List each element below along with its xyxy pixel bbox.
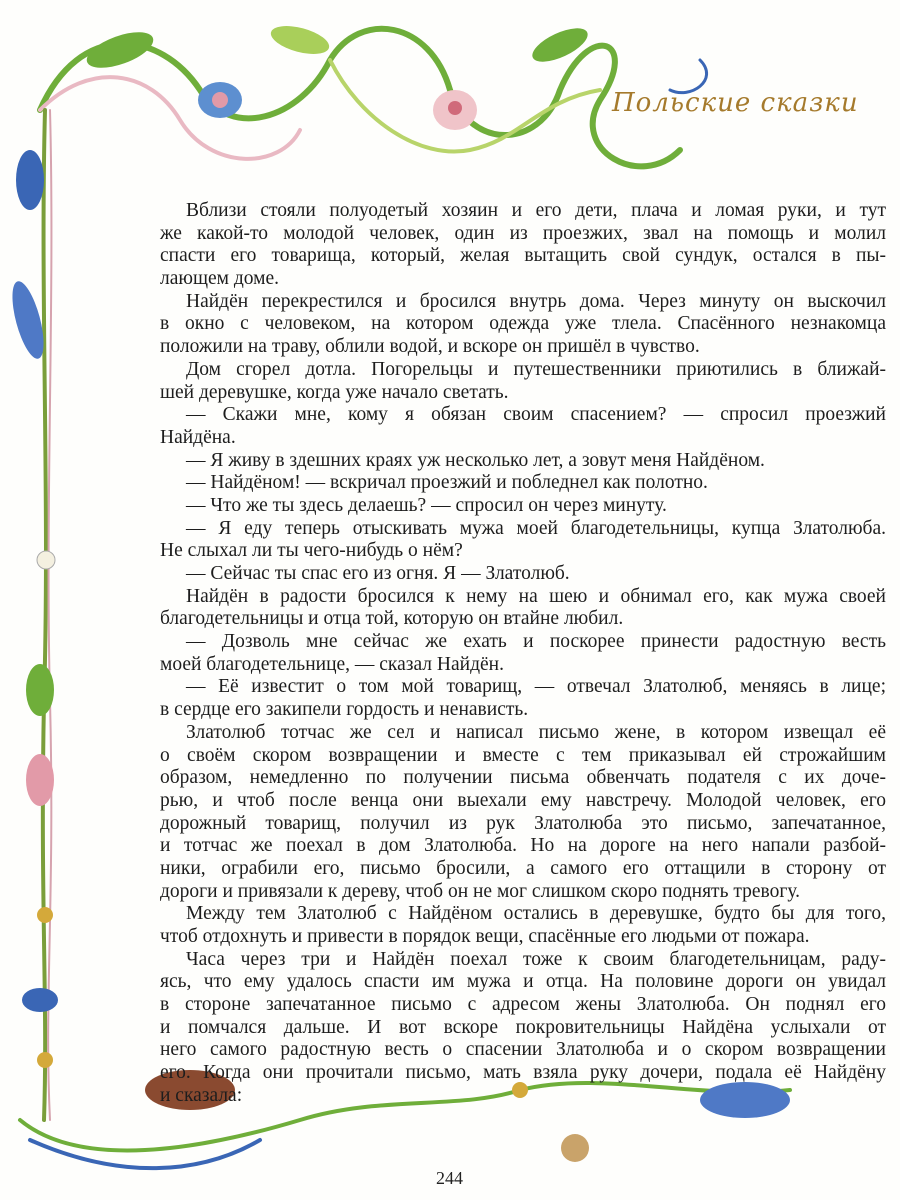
text-line: чтоб отдохнуть и привести в порядок вещи, спасённые его людьми от пожара. — [160, 926, 810, 947]
text-line: — Скажи мне, кому я обязан своим спасением? — спросил проезжий — [186, 404, 886, 426]
text-line: спасти его товарища, который, желая вытащить свой сундук, остался в пы- — [160, 245, 886, 267]
text-line: — Я еду теперь отыскивать мужа моей благодетельницы, купца Златолюба. — [186, 517, 886, 539]
paragraph — [160, 676, 886, 721]
text-line: его. Когда они прочитали письмо, мать взяла руку дочери, подала её Найдёну — [160, 1062, 886, 1084]
text-line: в сердце его закипели гордость и ненависть. — [160, 699, 529, 721]
text-line: Между тем Златолюб с Найдёном остались в деревушке, будто бы для того, — [186, 903, 886, 925]
paragraph — [160, 359, 886, 404]
text-line: в окно с человеком, на котором одежда уже тлела. Спасённого незнакомца — [160, 313, 886, 335]
text-line: — Я живу в здешних краях уж несколько лет, а зовут меня Найдёном. — [186, 449, 765, 471]
text-line: — Её известит о том мой товарищ, — отвечал Златолюб, меняясь в лице; — [186, 676, 886, 698]
text-line: — Дозволь мне сейчас же ехать и поскорее принести радостную весть — [186, 631, 886, 653]
paragraph — [160, 903, 886, 948]
text-line: моей благодетельнице, — сказал Найдён. — [160, 653, 504, 675]
paragraph — [160, 631, 886, 676]
text-line: Дом сгорел дотла. Погорельцы и путешественники приютились в ближай- — [186, 358, 886, 380]
paragraph — [160, 563, 886, 586]
story-text — [160, 200, 886, 1108]
page-number: 244 — [436, 1168, 463, 1188]
text-line: дорожный товарищ, получил из рук Златолюба это письмо, запечатанное, — [160, 812, 886, 834]
text-line: Найдён перекрестился и бросился внутрь дома. Через минуту он выскочил — [186, 290, 886, 312]
paragraph — [160, 404, 886, 449]
text-line: ники, ограбили его, письмо бросили, а самого его оттащили в сторону от — [160, 857, 886, 879]
text-line: положили на траву, облили водой, и вскоре он пришёл в чувство. — [160, 336, 700, 358]
text-line: Часа через три и Найдён поехал тоже к своим благодетельницам, раду- — [186, 948, 886, 970]
running-title: Польские сказки — [612, 88, 859, 118]
paragraph — [160, 200, 886, 291]
paragraph — [160, 495, 886, 518]
text-line: рью, и чтоб после венца они выехали ему навстречу. Молодой человек, его — [160, 789, 886, 811]
text-line: Найдёна. — [160, 426, 236, 448]
text-line: и тотчас же поехал в дом Златолюба. Но на дороге на него напали разбой- — [160, 835, 886, 857]
text-line: Златолюб тотчас же сел и написал письмо жене, в котором извещал её — [186, 721, 886, 743]
paragraph — [160, 472, 886, 495]
paragraph — [160, 949, 886, 1108]
text-line: же какой-то молодой человек, один из проезжих, звал на помощь и молил — [160, 222, 886, 244]
text-line: дороги и привязали к дереву, чтоб он не мог слишком скоро поднять тревогу. — [160, 880, 801, 902]
text-line: благодетельницы и отца той, которую он втайне любил. — [160, 608, 624, 630]
paragraph — [160, 450, 886, 473]
text-line: лающем доме. — [160, 268, 280, 290]
text-line: о своём скором возвращении и вместе с тем приказывал ей строжайшим — [160, 744, 886, 766]
text-line: Не слыхал ли ты чего-нибудь о нём? — [160, 540, 463, 562]
text-line: образом, немедленно по получении письма обвенчать подателя с их доче- — [160, 767, 886, 789]
text-line: Найдён в радости бросился к нему на шею и обнимал его, как мужа своей — [186, 585, 886, 607]
text-line: — Сейчас ты спас его из огня. Я — Златолюб. — [186, 563, 570, 584]
text-line: в стороне запечатанное письмо с адресом жены Златолюба. Он поднял его — [160, 994, 886, 1016]
paragraph — [160, 518, 886, 563]
paragraph — [160, 722, 886, 904]
paragraph — [160, 586, 886, 631]
text-line: и сказала: — [160, 1084, 243, 1106]
paragraph — [160, 291, 886, 359]
text-line: и помчался дальше. И вот вскоре покровительницы Найдёна услыхали от — [160, 1016, 886, 1038]
text-line: ясь, что ему удалось спасти им мужа и отца. На половине дороги он увидал — [160, 971, 886, 993]
text-line: Вблизи стояли полуодетый хозяин и его дети, плача и ломая руки, и тут — [186, 200, 886, 221]
text-line: — Найдёном! — вскричал проезжий и побледнел как полотно. — [186, 472, 708, 494]
text-line: шей деревушке, когда уже начало светать. — [160, 381, 509, 403]
text-line: — Что же ты здесь делаешь? — спросил он через минуту. — [186, 494, 667, 516]
text-line: него самого радостную весть о спасении Златолюба и о скором возвращении — [160, 1039, 886, 1061]
